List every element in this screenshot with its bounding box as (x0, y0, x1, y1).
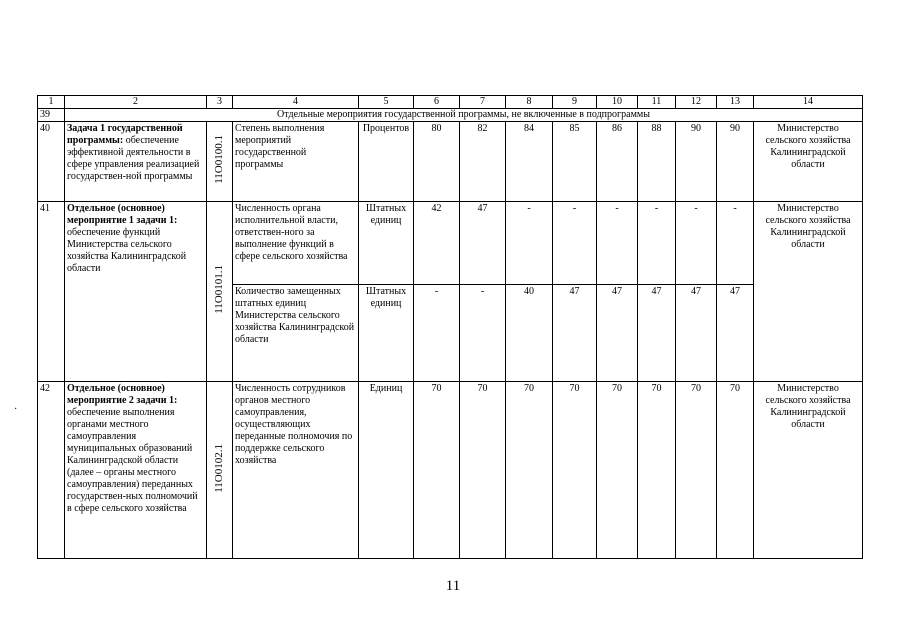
col-header: 9 (553, 96, 597, 109)
table-row (38, 122, 863, 202)
value-cell: 47 (717, 285, 754, 382)
task-cell (65, 202, 207, 382)
code-cell (207, 122, 233, 202)
value-cell: 82 (460, 122, 506, 202)
col-header: 2 (65, 96, 207, 109)
unit-cell: Штатных единиц (359, 285, 414, 382)
col-header: 11 (638, 96, 676, 109)
code-cell (207, 202, 233, 382)
value-cell: - (676, 202, 717, 285)
program-code: 11O0102.1 (213, 443, 225, 493)
value-cell: 85 (553, 122, 597, 202)
col-header: 14 (754, 96, 863, 109)
value-cell: 90 (676, 122, 717, 202)
value-cell: 70 (460, 382, 506, 559)
table-row (38, 202, 863, 285)
indicator-cell: Численность органа исполнительной власти, ответствен-ного за выполнение функций в сфере сельского хозяйства (233, 202, 359, 285)
unit-cell: Штатных единиц (359, 202, 414, 285)
value-cell: - (597, 202, 638, 285)
value-cell: 88 (638, 122, 676, 202)
value-cell: 70 (717, 382, 754, 559)
value-cell: 70 (676, 382, 717, 559)
value-cell: 47 (553, 285, 597, 382)
table-row (38, 382, 863, 559)
unit-cell: Единиц (359, 382, 414, 559)
value-cell: - (460, 285, 506, 382)
value-cell: 47 (638, 285, 676, 382)
task-text: обеспечение эффективной деятельности в сфере управления реализацией государствен-ной программы (67, 135, 200, 182)
task-text: обеспечение функций Министерства сельского хозяйства Калининградской области (67, 227, 187, 274)
col-header: 6 (414, 96, 460, 109)
executor-cell: Министерство сельского хозяйства Калининградской области (754, 122, 863, 202)
task-text: обеспечение выполнения органами местного самоуправления муниципальных образований Калининградской области (далее – органы местного самоуправления) переданных государствен-ных полномочий в сфере сельского хозяйства (67, 407, 198, 514)
value-cell: 70 (414, 382, 460, 559)
program-code: 11O0101.1 (213, 265, 225, 314)
col-header: 8 (506, 96, 553, 109)
section-row (38, 109, 863, 122)
indicator-cell: Численность сотрудников органов местного самоуправления, осуществляющих переданные полномочия по поддержке сельского хозяйства (233, 382, 359, 559)
value-cell: 80 (414, 122, 460, 202)
col-header: 5 (359, 96, 414, 109)
value-cell: 90 (717, 122, 754, 202)
value-cell: - (506, 202, 553, 285)
task-cell (65, 382, 207, 559)
value-cell: 47 (676, 285, 717, 382)
value-cell: 70 (638, 382, 676, 559)
col-header: 4 (233, 96, 359, 109)
col-header: 7 (460, 96, 506, 109)
task-title: Отдельное (основное) мероприятие 2 задачи 1: (67, 383, 178, 406)
value-cell: 84 (506, 122, 553, 202)
value-cell: 40 (506, 285, 553, 382)
indicator-cell: Степень выполнения мероприятий государственной программы (233, 122, 359, 202)
value-cell: 70 (553, 382, 597, 559)
col-header: 1 (38, 96, 65, 109)
task-cell (65, 122, 207, 202)
margin-mark: · (14, 404, 18, 415)
header-row (38, 96, 863, 109)
row-number: 42 (38, 382, 65, 559)
program-code: 11O0100.1 (213, 135, 225, 184)
value-cell: - (414, 285, 460, 382)
row-number: 40 (38, 122, 65, 202)
value-cell: - (638, 202, 676, 285)
section-title: Отдельные мероприятия государственной программы, не включенные в подпрограммы (65, 109, 863, 122)
code-cell (207, 382, 233, 559)
row-number: 41 (38, 202, 65, 382)
task-title: Отдельное (основное) мероприятие 1 задачи 1: (67, 203, 178, 226)
section-number: 39 (38, 109, 65, 122)
task-title: Задача 1 государственной программы: (67, 123, 183, 146)
executor-cell: Министерство сельского хозяйства Калининградской области (754, 202, 863, 382)
executor-cell: Министерство сельского хозяйства Калининградской области (754, 382, 863, 559)
value-cell: 70 (597, 382, 638, 559)
value-cell: - (717, 202, 754, 285)
value-cell: 42 (414, 202, 460, 285)
col-header: 12 (676, 96, 717, 109)
col-header: 10 (597, 96, 638, 109)
col-header: 3 (207, 96, 233, 109)
col-header: 13 (717, 96, 754, 109)
value-cell: 47 (460, 202, 506, 285)
indicators-table (37, 95, 863, 559)
value-cell: 70 (506, 382, 553, 559)
page-number: 11 (445, 578, 461, 594)
value-cell: - (553, 202, 597, 285)
unit-cell: Процентов (359, 122, 414, 202)
value-cell: 86 (597, 122, 638, 202)
value-cell: 47 (597, 285, 638, 382)
indicator-cell: Количество замещенных штатных единиц Министерства сельского хозяйства Калининградской области (233, 285, 359, 382)
